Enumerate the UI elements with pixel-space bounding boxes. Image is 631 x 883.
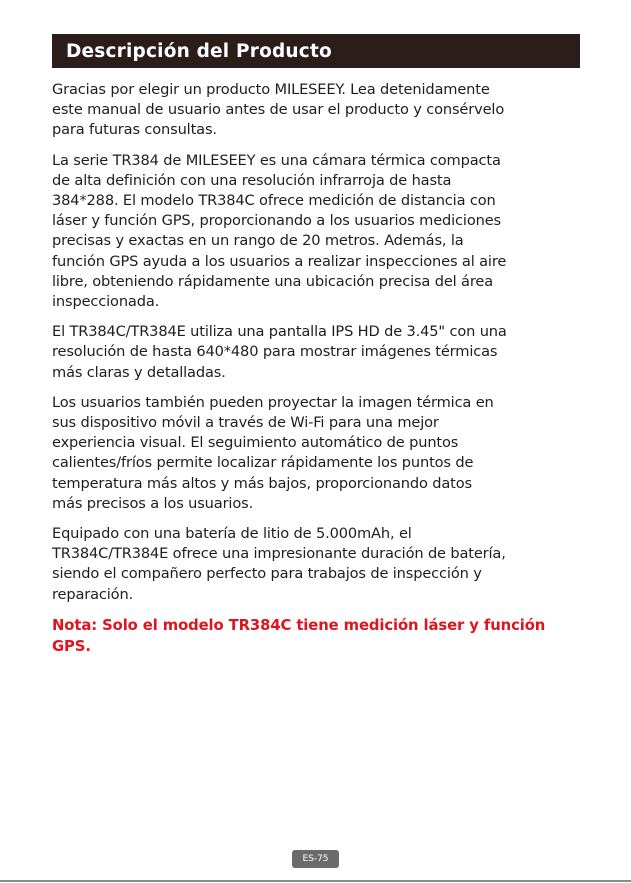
paragraph-battery: Equipado con una batería de litio de 5.000mAh, el TR384C/TR384E ofrece una impresionante duración de batería, siendo el compañero perfecto para trabajos de inspección y reparación. — [52, 525, 506, 603]
note-laser-gps: Nota: Solo el modelo TR384C tiene medición láser y función GPS. — [52, 616, 546, 655]
document-body — [52, 80, 582, 657]
page-number-badge: ES-75 — [292, 850, 339, 868]
paragraph-wifi-tracking: Los usuarios también pueden proyectar la imagen térmica en sus dispositivo móvil a través de Wi-Fi para una mejor experiencia visual. El seguimiento automático de puntos calientes/fríos permite localizar rápidamente los puntos de temperatura más altos y más bajos, proporcionando datos más precisos a los usuarios. — [52, 393, 494, 512]
section-title-bar — [52, 34, 580, 68]
bottom-divider — [0, 880, 631, 882]
paragraph-intro: Gracias por elegir un producto MILESEEY. Lea detenidamente este manual de usuario antes de usar el producto y consérvelo para futuras consultas. — [52, 81, 505, 139]
section-title: Descripción del Producto — [66, 40, 332, 62]
paragraph-series-overview: La serie TR384 de MILESEEY es una cámara térmica compacta de alta definición con una resolución infrarroja de hasta 384*288. El modelo TR384C ofrece medición de distancia con láser y función GPS, proporcionando a los usuarios mediciones precisas y exactas en un rango de 20 metros. Además, la función GPS ayuda a los usuarios a realizar inspecciones al aire libre, obteniendo rápidamente una ubicación precisa del área inspeccionada. — [52, 151, 507, 311]
paragraph-display: El TR384C/TR384E utiliza una pantalla IPS HD de 3.45" con una resolución de hasta 640*480 para mostrar imágenes térmicas más claras y detalladas. — [52, 323, 507, 381]
